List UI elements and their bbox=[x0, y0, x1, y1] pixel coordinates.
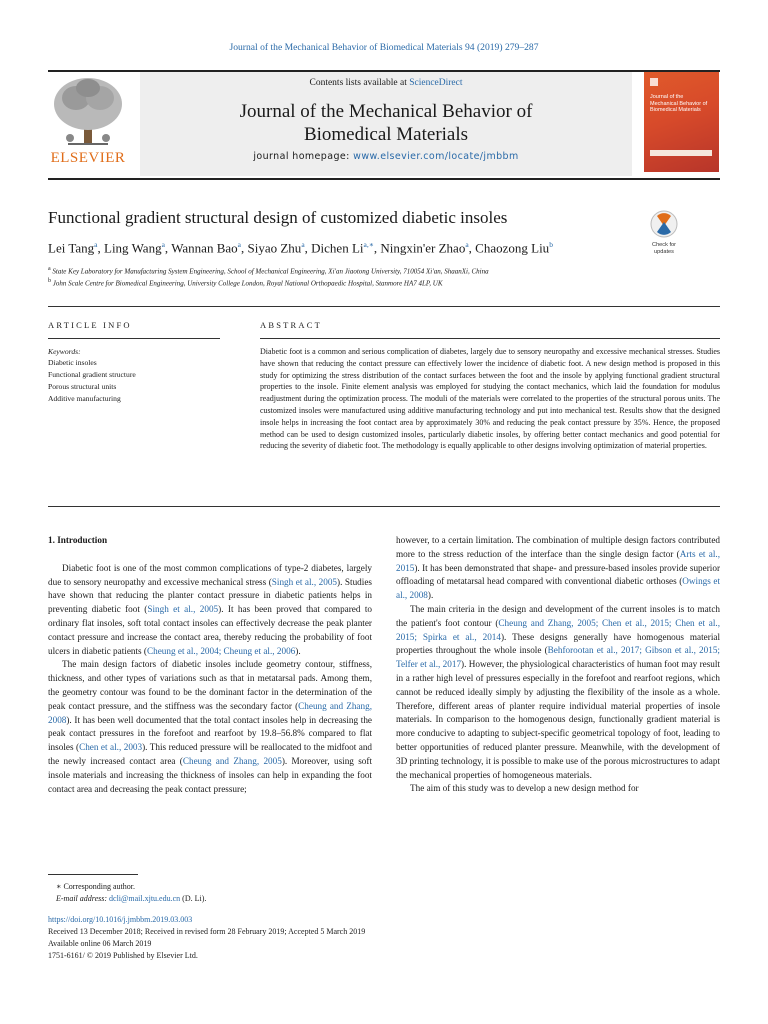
received-dates: Received 13 December 2018; Received in revised form 28 February 2019; Accepted 5 March 2019 bbox=[48, 927, 366, 936]
citation-link[interactable]: Arts et al., 2015 bbox=[396, 548, 720, 573]
keyword: Additive manufacturing bbox=[48, 394, 121, 403]
citation-link[interactable]: Cheung et al., 2004; Cheung et al., 2006 bbox=[147, 645, 296, 656]
journal-homepage bbox=[140, 151, 632, 162]
keyword: Functional gradient structure bbox=[48, 370, 136, 379]
author[interactable]: Chaozong Liu bbox=[475, 240, 550, 256]
article-info-heading: ARTICLE INFO bbox=[48, 320, 132, 330]
paragraph bbox=[48, 562, 372, 659]
journal-title-line2: Biomedical Materials bbox=[303, 124, 469, 145]
journal-title-line1: Journal of the Mechanical Behavior of bbox=[239, 101, 533, 122]
header-bottom-rule bbox=[48, 178, 720, 180]
keyword: Diabetic insoles bbox=[48, 358, 97, 367]
citation-link[interactable]: Singh et al., 2005 bbox=[147, 604, 219, 615]
footnote-rule bbox=[48, 874, 138, 875]
affiliation-a bbox=[48, 266, 708, 275]
text-run: ). bbox=[427, 590, 434, 601]
affiliation-sup: b bbox=[48, 278, 51, 284]
text-run: Diabetic foot is one of the most common complications of type-2 diabetes, largely due to sensory neuropathy and excessive mechanical stress ( bbox=[48, 562, 372, 587]
author[interactable]: Dichen Li bbox=[311, 240, 364, 256]
citation-link[interactable]: Cheung and Zhang, 2005 bbox=[182, 755, 282, 766]
author[interactable]: Wannan Bao bbox=[171, 240, 238, 256]
homepage-label: journal homepage: bbox=[253, 151, 354, 162]
affiliation-b bbox=[48, 278, 708, 287]
author-affil-sup[interactable]: a bbox=[301, 240, 305, 249]
paragraph bbox=[396, 534, 720, 603]
author[interactable]: Siyao Zhu bbox=[247, 240, 302, 256]
author-affil-sup[interactable]: a bbox=[161, 240, 165, 249]
section-heading: 1. Introduction bbox=[48, 535, 108, 545]
text-run: however, to a certain limitation. The combination of multiple design factors contributed more to the stress reduction of the interface than the single design factor ( bbox=[396, 535, 720, 559]
svg-text:Check for: Check for bbox=[652, 242, 676, 248]
svg-text:updates: updates bbox=[654, 249, 674, 255]
text-run: ). bbox=[295, 645, 301, 656]
journal-citation-line[interactable]: Journal of the Mechanical Behavior of Biomedical Materials 94 (2019) 279–287 bbox=[229, 42, 539, 53]
paragraph bbox=[396, 603, 720, 782]
email-label: E-mail address: bbox=[56, 893, 110, 903]
author-affil-sup[interactable]: a bbox=[465, 240, 469, 249]
citation-link[interactable]: Cheung and Zhang, 2005; Chen et al., 2015; Chen et al., 2015; Spirka et al., 2014 bbox=[396, 617, 720, 642]
issn-copyright: 1751-6161/ © 2019 Published by Elsevier Ltd. bbox=[48, 951, 198, 960]
cover-title: Journal of the Mechanical Behavior of Biomedical Materials bbox=[650, 94, 708, 113]
doi-link[interactable]: https://doi.org/10.1016/j.jmbbm.2019.03.003 bbox=[48, 915, 193, 924]
citation-link[interactable]: Owings et al., 2008 bbox=[396, 576, 720, 601]
text-run: ). Studies have shown that reducing the planter contact pressure in diabetic patients helps in preventing diabetic foot ( bbox=[48, 576, 372, 615]
footnote bbox=[56, 881, 456, 904]
text-run: ). It has been proved that compared to ordinary flat insoles, soft total contact insoles can effectively decrease the peak planter contact pressure and increase the contact area, thereby reducing the probability of foot ulcers in diabetic patients ( bbox=[48, 604, 372, 656]
contents-prefix: Contents lists available at bbox=[309, 78, 410, 88]
article-title: Functional gradient structural design of customized diabetic insoles bbox=[48, 208, 508, 227]
abstract-heading: ABSTRACT bbox=[260, 320, 322, 330]
author-affil-sup[interactable]: a bbox=[237, 240, 241, 249]
author[interactable]: Ningxin'er Zhao bbox=[380, 240, 466, 256]
citation-link[interactable]: Behforootan et al., 2017; Gibson et al., 2015; Telfer et al., 2017 bbox=[396, 645, 720, 670]
abstract-bottom-rule bbox=[48, 506, 720, 507]
text-run: The main design factors of diabetic insoles include geometry contour, stiffness, thickness, and other types of variations such as that in metatarsal pads. Among them, the geometry contour was found to be the dominant factor in the determination of the peak contact pressure, and the stiffness was the secondary factor ( bbox=[48, 659, 372, 711]
author[interactable]: Ling Wang bbox=[104, 240, 162, 256]
text-run: The main criteria in the design and development of the current insoles is to match the patient's foot contour ( bbox=[396, 603, 720, 628]
citation-link[interactable]: Cheung and Zhang, 2008 bbox=[48, 700, 372, 725]
affiliation-text: State Key Laboratory for Manufacturing System Engineering, School of Mechanical Engineering, Xi'an Jiaotong University, 710054 Xi'an, ShaanXi, China bbox=[52, 267, 489, 276]
journal-cover-thumbnail bbox=[644, 72, 719, 172]
email-link[interactable]: dcli@mail.xjtu.edu.cn bbox=[109, 893, 181, 903]
text-run: ). This reduced pressure will be reallocated to the midfoot and the newly increased contact area ( bbox=[48, 742, 373, 766]
available-online: Available online 06 March 2019 bbox=[48, 939, 152, 948]
body-right-column bbox=[396, 534, 720, 796]
elsevier-wordmark: ELSEVIER bbox=[50, 150, 126, 166]
article-metadata bbox=[48, 914, 648, 962]
author[interactable]: Lei Tang bbox=[48, 240, 95, 256]
text-run: ). Moreover, using soft insole materials and increasing the thickness of insoles can help in expanding the foot contact area and decreasing the peak contact pressure; bbox=[48, 755, 372, 794]
cover-bar bbox=[650, 150, 712, 156]
abstract-text: Diabetic foot is a common and serious complication of diabetes, largely due to sensory neuropathy and excessive mechanical stresses. Studies have shown that reducing the contact pressure can effectively lower the incidence of diabetic foot. A new design method is proposed in this study for optimizing the stress distribution of the contact surfaces between the foot and the insole by applying functional gradient structural properties to the insole. Finite element analysis was employed for studying the contact mechanics, which laid the foundation for modulus readjustment during the optimization process. The moduli of the materials were correlated to the properties of the structural porous units. The customized insoles were manufactured using additive manufacturing technology and put into mechanical test. Results show that the designed insole helps in increasing the foot contact area by approximately 30% and reducing the peak contact pressure by 35%. Hence, the proposed method can be used to design customized insoles, particularly diabetic insoles, by offering better contact mechanics and good potential for reducing the severity of diabetic foot. The methodology is equally applicable to other designs involving optimization of material properties. bbox=[260, 347, 720, 451]
journal-title bbox=[140, 100, 632, 146]
abstract-sub-rule bbox=[260, 338, 720, 339]
affiliation-text: John Scale Centre for Biomedical Engineering, University College London, Royal National Orthopaedic Hospital, Stanmore HA7 4LP, UK bbox=[52, 279, 443, 288]
paragraph: The aim of this study was to develop a new design method for bbox=[410, 783, 639, 794]
email-suffix: (D. Li). bbox=[180, 893, 207, 903]
text-run: ). It has been demonstrated that shape- and pressure-based insoles provide superior offloading of metatarsal head compared with conventional diabetic orthoses ( bbox=[396, 562, 720, 587]
text-run: ). However, the physiological characteristics of human foot may result in a rather high level of pressures especially in the forefoot and rearfoot regions, which cannot be reduced ideally simply by adjusting the flexibility of the insole as a whole. Therefore, different areas of planter require individual material properties of insole materials. In comparison to the homogenous design, functionally gradient material is more conducive to adapting to subject-specific geometrical topology of foot, leading to better opportunities of reduced planter pressure. Meanwhile, with the development of 3D printing technology, it is possible to make use of the porous microstructures to adapt the mechanical properties of homogeneous materials. bbox=[396, 659, 720, 780]
email-line bbox=[56, 893, 456, 905]
affiliation-sup: a bbox=[48, 266, 51, 272]
author-affil-sup[interactable]: a,∗ bbox=[363, 240, 374, 249]
cover-mark-icon bbox=[650, 78, 658, 86]
info-top-rule bbox=[48, 306, 720, 307]
text-run: ). These designs generally have homogenous material properties throughout the whole insole ( bbox=[396, 631, 720, 656]
contents-line bbox=[140, 78, 632, 88]
keywords-label: Keywords: bbox=[48, 347, 81, 356]
body-left-column bbox=[48, 534, 372, 796]
citation-link[interactable]: Singh et al., 2005 bbox=[271, 576, 338, 587]
text-run: ). It has been well documented that the total contact insoles help in decreasing the peak contact pressures in the forefoot and rearfoot by 19.8–56.8% compared to flat insoles ( bbox=[48, 714, 372, 753]
author-list: Lei Tang$^a$, Ling Wang$^a$, Wannan Bao$^a$, Siyao Zhu$^a$, Dichen $Li^{a,∗}$, Ningxin'er Zhao$^a$, Chaozong Liu$^b$ bbox=[48, 240, 553, 256]
author-affil-sup[interactable]: a bbox=[94, 240, 98, 249]
author-affil-sup[interactable]: b bbox=[549, 240, 553, 249]
info-sub-rule bbox=[48, 338, 220, 339]
paragraph bbox=[48, 658, 372, 796]
sciencedirect-link[interactable]: ScienceDirect bbox=[409, 78, 463, 88]
corresponding-author-note: ∗ Corresponding author. bbox=[56, 882, 135, 891]
keyword: Porous structural units bbox=[48, 382, 117, 391]
homepage-link[interactable]: www.elsevier.com/locate/jmbbm bbox=[353, 151, 519, 162]
keywords-list bbox=[48, 357, 136, 405]
citation-link[interactable]: Chen et al., 2003 bbox=[79, 742, 143, 753]
